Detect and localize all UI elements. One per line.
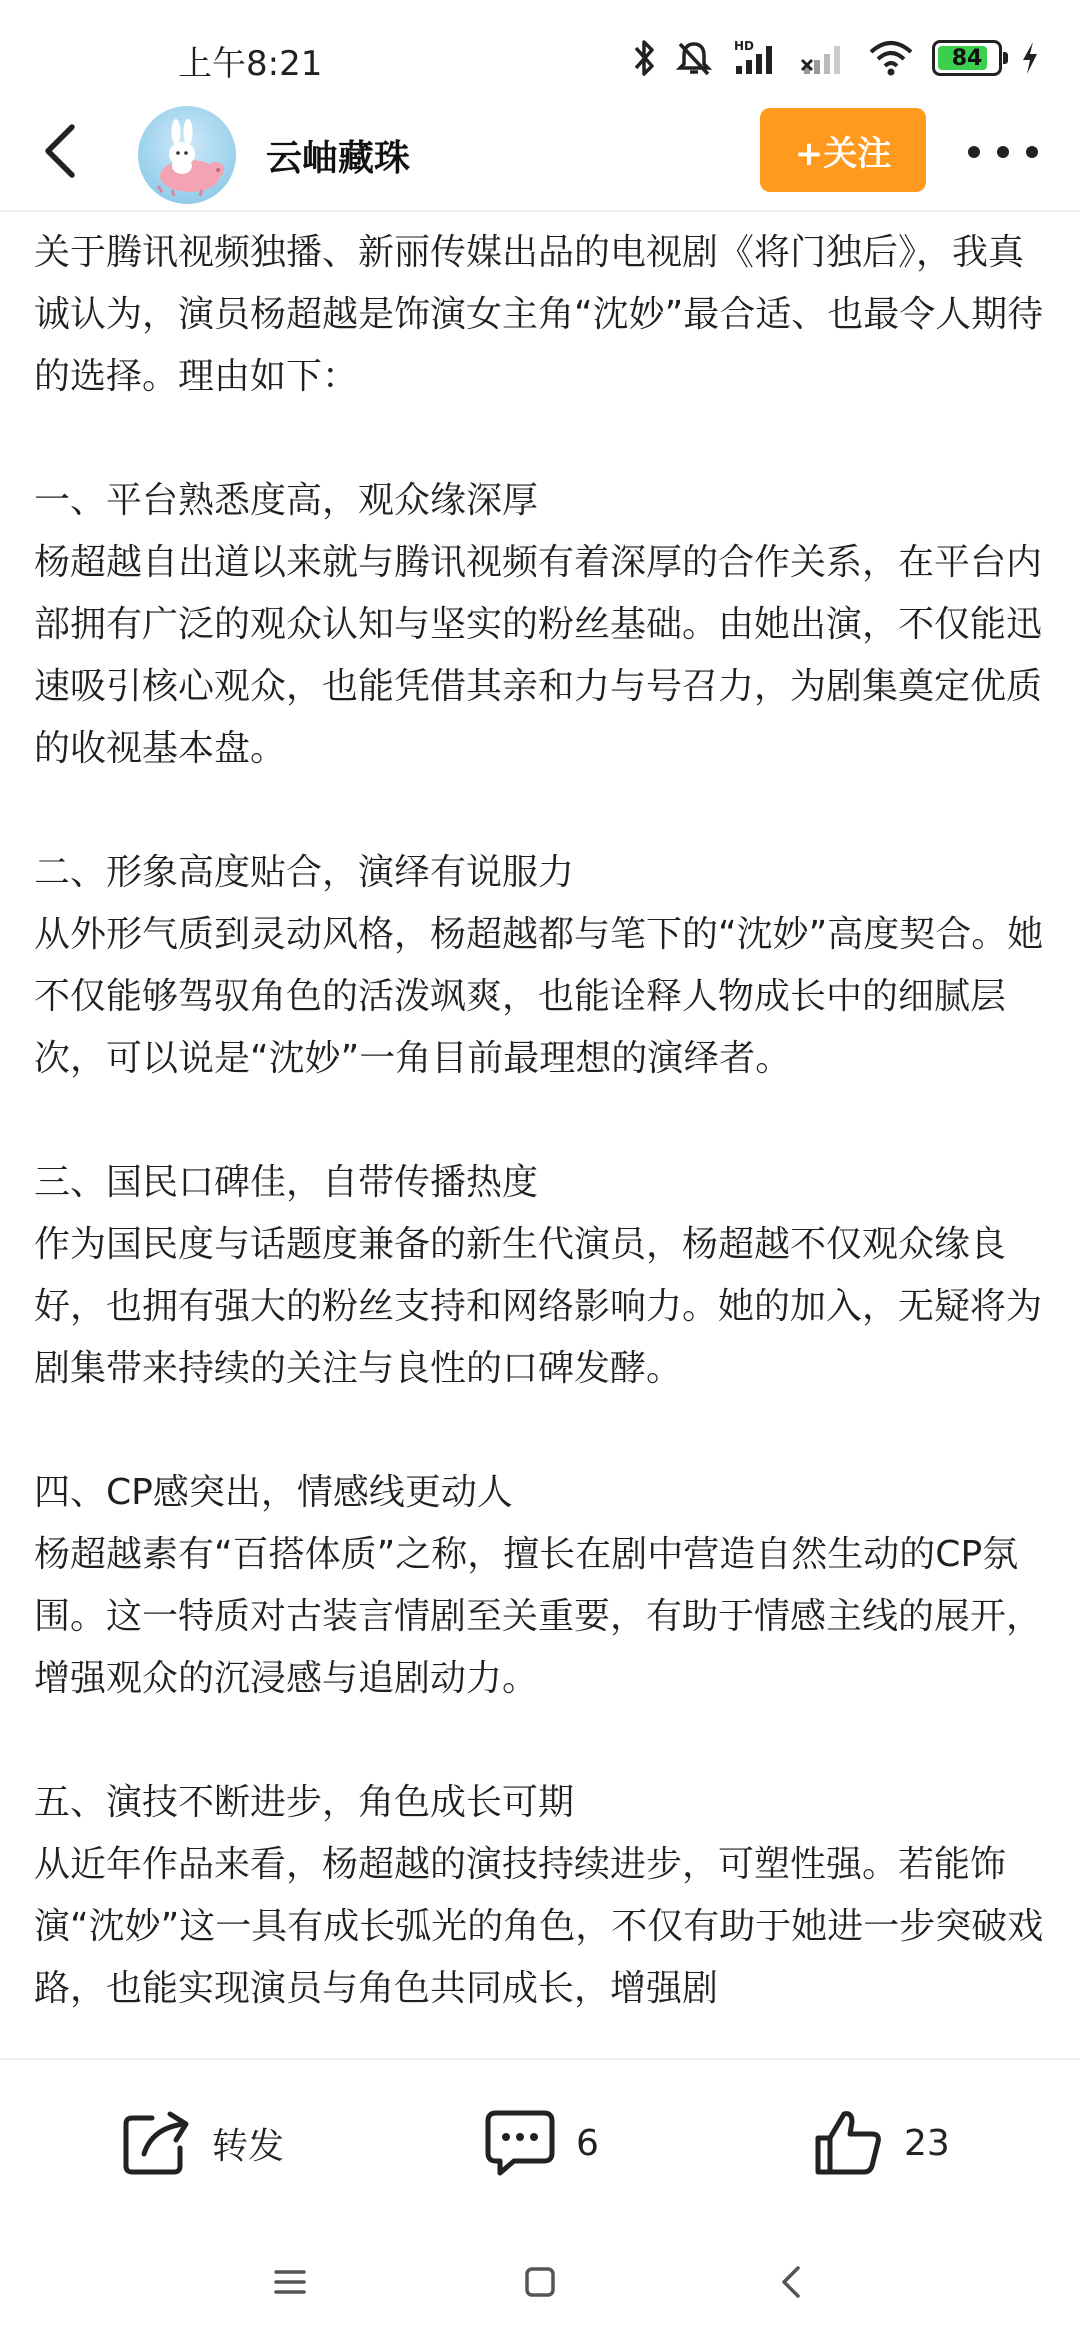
post-intro: 关于腾讯视频独播、新丽传媒出品的电视剧《将门独后》，我真诚认为，演员杨超越是饰演女主角“沈妙”最合适、也最令人期待的选择。理由如下： [34, 232, 1044, 397]
comment-button[interactable] [484, 2108, 599, 2178]
section-heading: 四、CP感突出，情感线更动人 [34, 1472, 513, 1513]
section-heading: 三、国民口碑佳，自带传播热度 [34, 1162, 539, 1203]
post-content [34, 222, 1050, 2058]
battery-level: 84 [951, 45, 983, 71]
repost-label: 转发 [212, 2125, 285, 2167]
hd-signal-icon [732, 38, 782, 78]
menu-icon [270, 2262, 310, 2302]
mute-icon [674, 38, 714, 78]
system-navigation-bar [0, 2218, 1080, 2340]
section-body: 作为国民度与话题度兼备的新生代演员，杨超越不仅观众缘良好，也拥有强大的粉丝支持和网络影响力。她的加入，无疑将为剧集带来持续的关注与良性的口碑发酵。 [34, 1224, 1043, 1389]
like-button[interactable] [812, 2108, 950, 2178]
paragraph-gap [34, 1710, 1050, 1772]
charging-icon [1020, 38, 1040, 78]
thumbs-up-icon [812, 2108, 884, 2178]
status-icons [632, 34, 1040, 82]
system-back-button[interactable] [772, 2262, 812, 2302]
share-icon [122, 2110, 192, 2176]
section-heading: 五、演技不断进步，角色成长可期 [34, 1782, 575, 1823]
comment-icon [484, 2109, 556, 2177]
post-header [0, 96, 1080, 208]
status-time: 上午8:21 [178, 44, 323, 84]
bluetooth-icon [632, 38, 656, 78]
no-signal-icon [800, 38, 850, 78]
svg-text:HD: HD [734, 39, 755, 53]
paragraph-gap [34, 1400, 1050, 1462]
follow-button[interactable]: +关注 [760, 108, 926, 192]
more-dot-icon [968, 146, 980, 158]
bunny-on-pig-icon [138, 106, 236, 204]
section-body: 从近年作品来看，杨超越的演技持续进步，可塑性强。若能饰演“沈妙”这一具有成长弧光的角色，不仅有助于她进一步突破戏路，也能实现演员与角色共同成长，增强剧 [34, 1844, 1044, 2009]
like-count: 23 [904, 2122, 950, 2164]
section-heading: 二、形象高度贴合，演绎有说服力 [34, 852, 575, 893]
back-button[interactable] [30, 118, 90, 184]
more-dot-icon [1026, 146, 1038, 158]
more-dot-icon [997, 146, 1009, 158]
section-heading: 一、平台熟悉度高，观众缘深厚 [34, 480, 539, 521]
action-bar [0, 2058, 1080, 2220]
wifi-icon [868, 38, 914, 78]
repost-button[interactable] [122, 2108, 284, 2178]
section-body: 杨超越自出道以来就与腾讯视频有着深厚的合作关系，在平台内部拥有广泛的观众认知与坚实的粉丝基础。由她出演，不仅能迅速吸引核心观众，也能凭借其亲和力与号召力，为剧集奠定优质的收视基本盘。 [34, 542, 1043, 769]
home-square-icon [520, 2262, 560, 2302]
recent-apps-button[interactable] [270, 2262, 310, 2302]
avatar[interactable] [138, 106, 236, 204]
more-options-button[interactable] [968, 132, 1038, 172]
section-body: 从外形气质到灵动风格，杨超越都与笔下的“沈妙”高度契合。她不仅能够驾驭角色的活泼飒爽，也能诠释人物成长中的细腻层次，可以说是“沈妙”一角目前最理想的演绎者。 [34, 914, 1044, 1079]
paragraph-gap [34, 408, 1050, 470]
home-button[interactable] [520, 2262, 560, 2302]
comment-count: 6 [576, 2122, 599, 2164]
paragraph-gap [34, 780, 1050, 842]
paragraph-gap [34, 1090, 1050, 1152]
battery-icon [932, 40, 1002, 76]
account-name[interactable]: 云岫藏珠 [266, 138, 411, 179]
back-chevron-icon [772, 2262, 812, 2302]
chevron-left-icon [40, 121, 80, 181]
section-body: 杨超越素有“百搭体质”之称，擅长在剧中营造自然生动的CP氛围。这一特质对古装言情剧至关重要，有助于情感主线的展开，增强观众的沉浸感与追剧动力。 [34, 1534, 1043, 1699]
header-divider [0, 210, 1080, 212]
